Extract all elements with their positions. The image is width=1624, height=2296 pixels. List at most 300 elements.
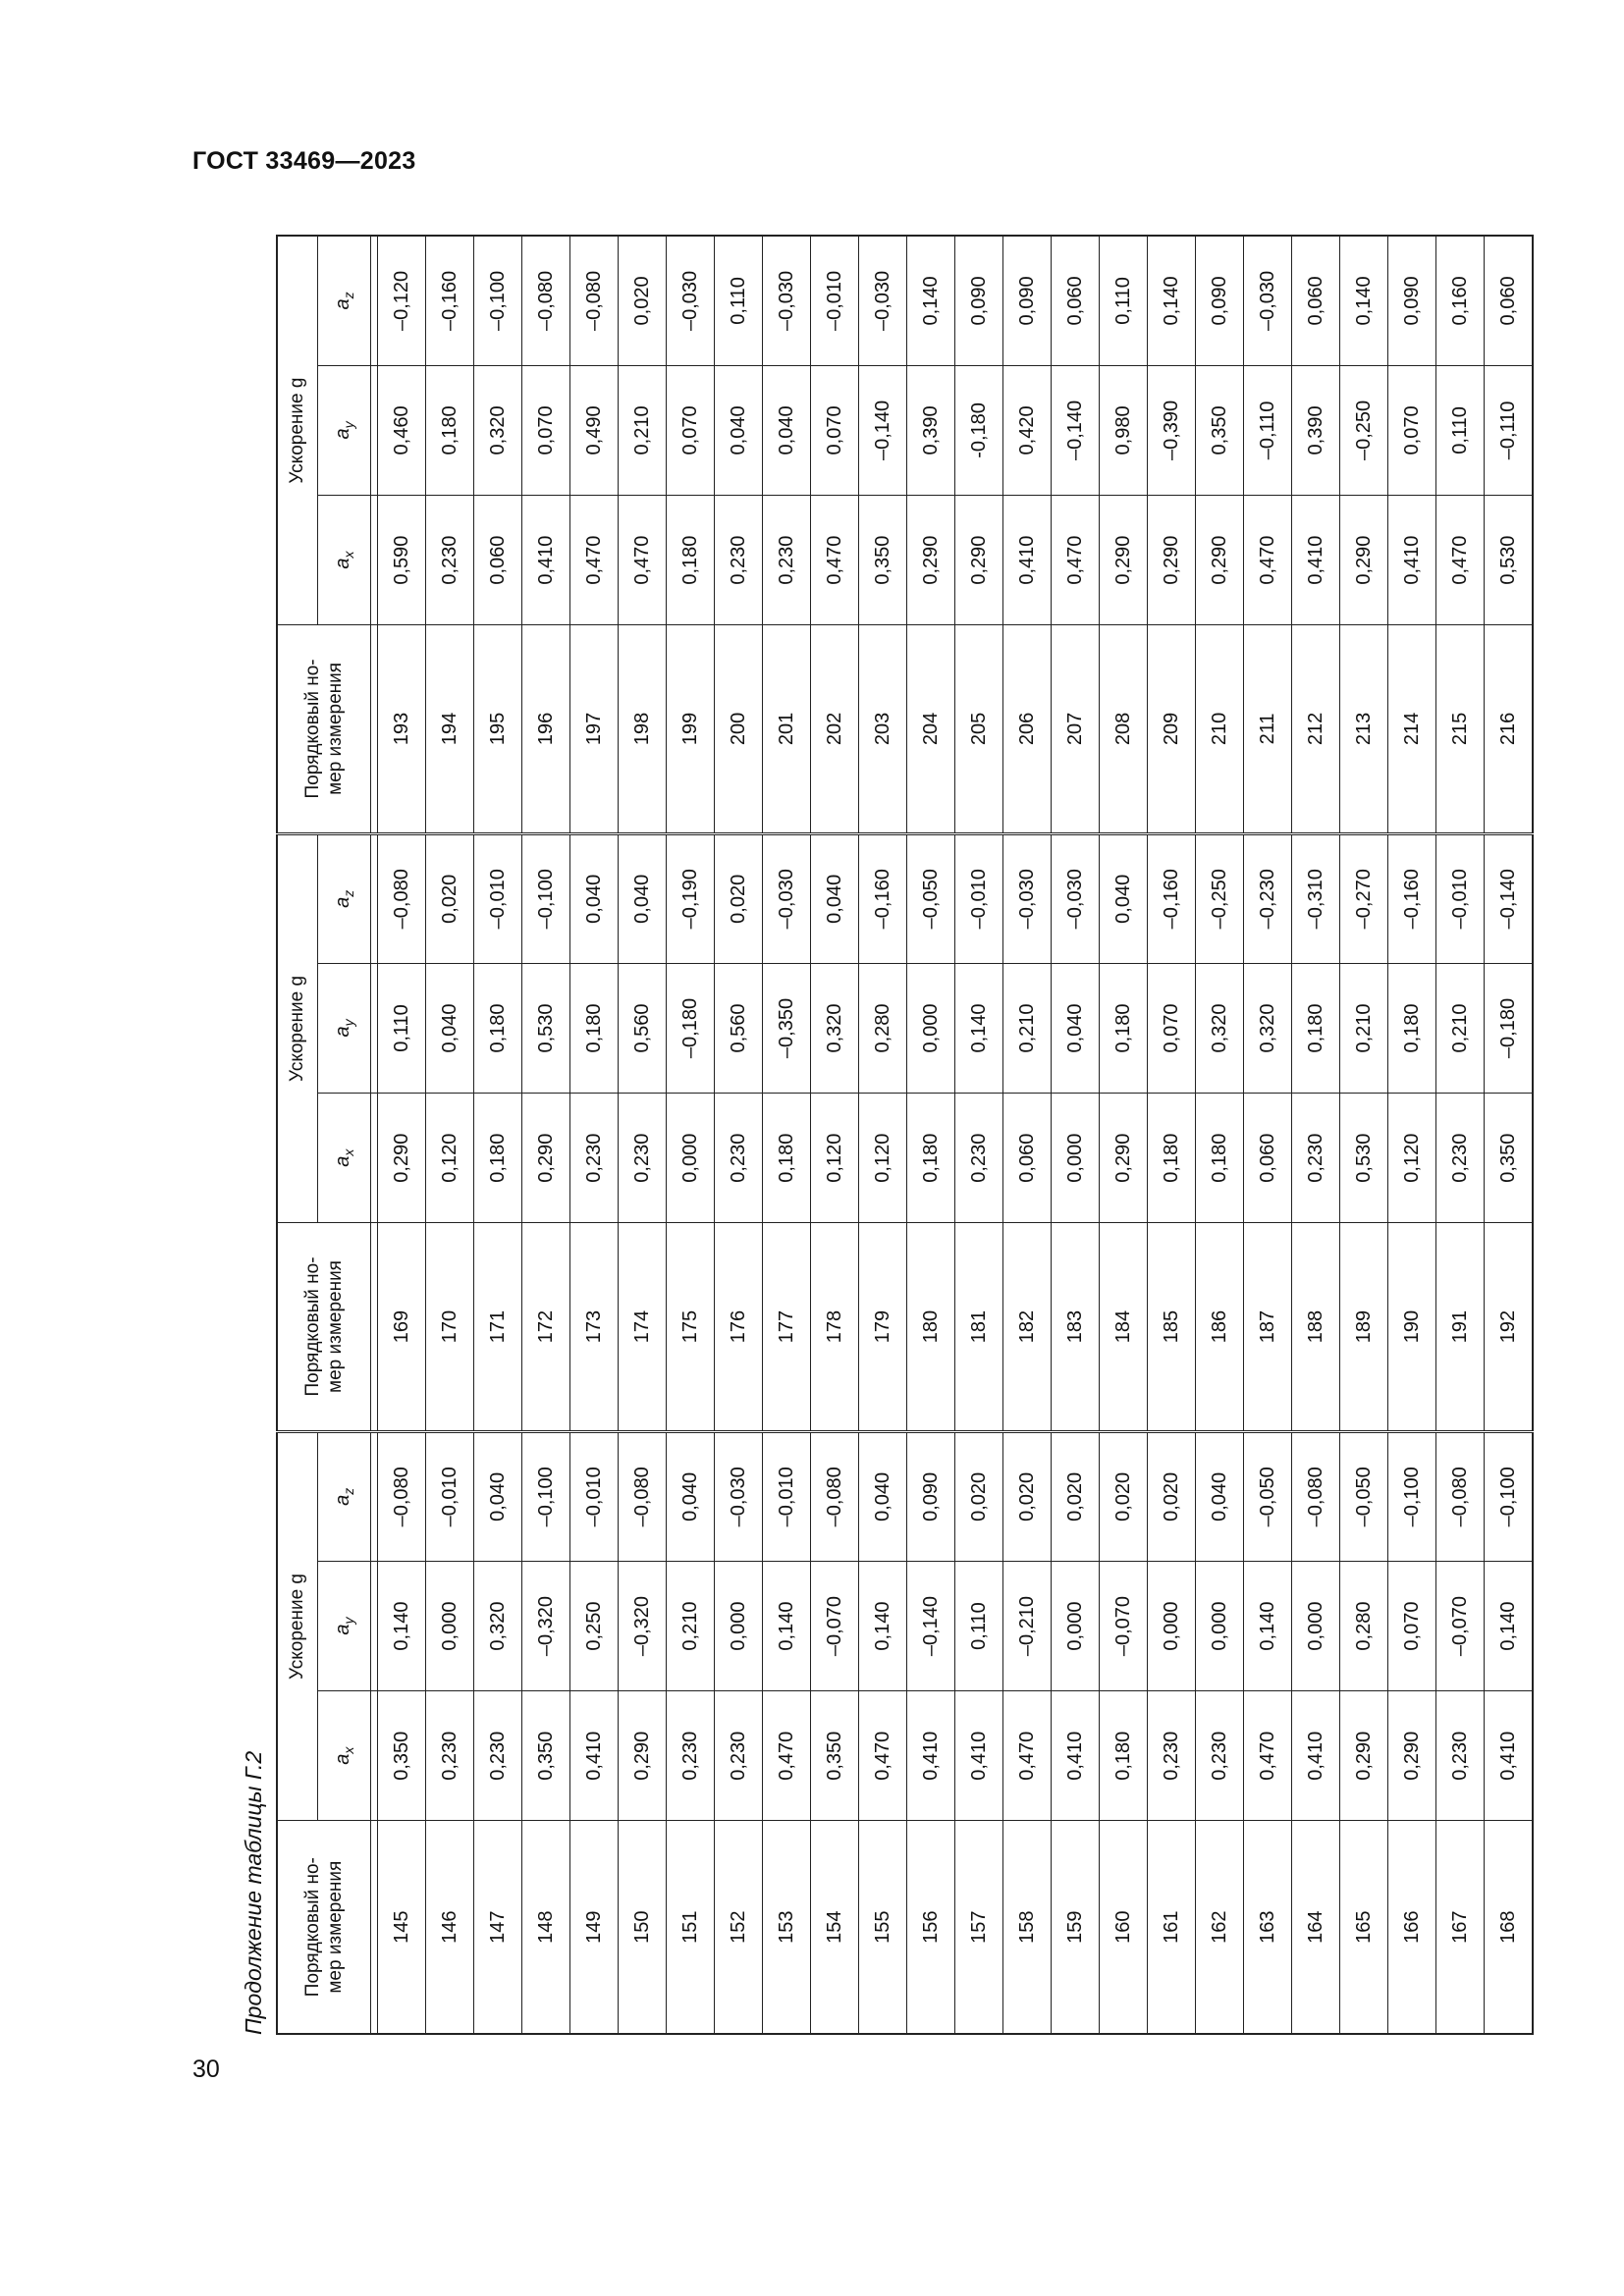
table-cell: 156 xyxy=(907,1821,955,2034)
table-cell: 160 xyxy=(1100,1821,1148,2034)
table-cell: 181 xyxy=(955,1223,1003,1431)
table-cell: 195 xyxy=(474,625,522,833)
table-cell: 190 xyxy=(1388,1223,1436,1431)
table-cell: 0,070 xyxy=(1388,1561,1436,1690)
table-cell: –0,010 xyxy=(426,1431,474,1561)
table-cell: –0,050 xyxy=(907,833,955,963)
sub-index-x: x xyxy=(341,1148,357,1156)
table-row xyxy=(811,236,859,2034)
table-cell: –0,190 xyxy=(667,833,715,963)
sub-index-x: x xyxy=(341,551,357,559)
rotated-table-block xyxy=(234,235,1519,2035)
column-header-number xyxy=(277,625,371,833)
table-cell: 0,000 xyxy=(1148,1561,1196,1690)
table-cell: 169 xyxy=(378,1223,426,1431)
table-cell: 0,250 xyxy=(570,1561,619,1690)
table-cell: 0,470 xyxy=(1436,496,1485,625)
table-cell: 0,040 xyxy=(426,963,474,1093)
table-cell: 0,320 xyxy=(474,365,522,495)
table-cell: 0,020 xyxy=(715,833,763,963)
table-cell: 0,140 xyxy=(907,236,955,365)
table-cell: 147 xyxy=(474,1821,522,2034)
measurement-table xyxy=(276,235,1534,2035)
table-cell: 0,290 xyxy=(1148,496,1196,625)
table-cell: 0,180 xyxy=(1100,963,1148,1093)
table-cell: -0,180 xyxy=(955,365,1003,495)
table-cell: 0,210 xyxy=(1340,963,1388,1093)
table-cell: –0,110 xyxy=(1244,365,1292,495)
table-cell: –0,160 xyxy=(1148,833,1196,963)
table-cell: 0,140 xyxy=(859,1561,907,1690)
table-cell: 167 xyxy=(1436,1821,1485,2034)
table-row xyxy=(619,236,667,2034)
table-cell: 0,210 xyxy=(1003,963,1052,1093)
table-cell: 183 xyxy=(1052,1223,1100,1431)
table-row xyxy=(1003,236,1052,2034)
table-cell: 211 xyxy=(1244,625,1292,833)
table-cell: –0,080 xyxy=(811,1431,859,1561)
table-cell: 180 xyxy=(907,1223,955,1431)
table-cell: 0,090 xyxy=(1388,236,1436,365)
table-cell: 179 xyxy=(859,1223,907,1431)
table-cell: 0,350 xyxy=(811,1691,859,1821)
table-cell: 0,140 xyxy=(1244,1561,1292,1690)
table-cell: 170 xyxy=(426,1223,474,1431)
table-cell: 196 xyxy=(522,625,570,833)
table-cell: 0,470 xyxy=(1052,496,1100,625)
table-cell: 0,000 xyxy=(1196,1561,1244,1690)
table-cell: –0,070 xyxy=(811,1561,859,1690)
table-row xyxy=(955,236,1003,2034)
table-cell: 0,290 xyxy=(1196,496,1244,625)
table-cell: 194 xyxy=(426,625,474,833)
table-cell: 164 xyxy=(1292,1821,1340,2034)
table-cell: 188 xyxy=(1292,1223,1340,1431)
table-cell: 0,320 xyxy=(474,1561,522,1690)
column-header-acceleration: Ускорение g xyxy=(277,236,318,625)
table-cell: 0,460 xyxy=(378,365,426,495)
table-cell: 0,350 xyxy=(1485,1094,1534,1223)
table-cell: 0,120 xyxy=(811,1094,859,1223)
table-cell: –0,080 xyxy=(619,1431,667,1561)
sub-index-x: x xyxy=(341,1746,357,1754)
table-cell: 213 xyxy=(1340,625,1388,833)
table-cell: 162 xyxy=(1196,1821,1244,2034)
table-row xyxy=(1196,236,1244,2034)
table-cell: 210 xyxy=(1196,625,1244,833)
table-cell: 187 xyxy=(1244,1223,1292,1431)
table-cell: 0,040 xyxy=(859,1431,907,1561)
table-cell: 0,530 xyxy=(1485,496,1534,625)
sub-a: a xyxy=(332,896,354,908)
table-cell: –0,350 xyxy=(763,963,811,1093)
table-cell: 0,230 xyxy=(619,1094,667,1223)
table-cell: 0,230 xyxy=(1436,1691,1485,1821)
subheader-az xyxy=(318,236,371,365)
table-cell: 0,020 xyxy=(619,236,667,365)
table-cell: 0,470 xyxy=(619,496,667,625)
sub-index-y: y xyxy=(341,1617,357,1625)
column-header-number xyxy=(277,1223,371,1431)
table-cell: –0,070 xyxy=(1100,1561,1148,1690)
table-cell: 176 xyxy=(715,1223,763,1431)
table-cell: 0,410 xyxy=(1388,496,1436,625)
table-cell: –0,230 xyxy=(1244,833,1292,963)
table-cell: 197 xyxy=(570,625,619,833)
table-cell: 0,120 xyxy=(1388,1094,1436,1223)
table-row xyxy=(1100,236,1148,2034)
header-separator xyxy=(371,236,378,2034)
table-cell: 184 xyxy=(1100,1223,1148,1431)
table-cell: 0,290 xyxy=(1340,496,1388,625)
table-cell: –0,180 xyxy=(667,963,715,1093)
table-cell: –0,030 xyxy=(763,236,811,365)
table-cell: 0,000 xyxy=(1052,1561,1100,1690)
table-cell: 148 xyxy=(522,1821,570,2034)
table-caption: Продолжение таблицы Г.2 xyxy=(241,1750,266,2035)
table-cell: 0,060 xyxy=(1244,1094,1292,1223)
table-cell: 0,110 xyxy=(715,236,763,365)
sub-index-z: z xyxy=(341,292,357,299)
table-cell: 0,060 xyxy=(1485,236,1534,365)
table-cell: 0,290 xyxy=(1340,1691,1388,1821)
table-cell: 0,590 xyxy=(378,496,426,625)
table-cell: 204 xyxy=(907,625,955,833)
subheader-ay xyxy=(318,365,371,495)
table-cell: –0,160 xyxy=(859,833,907,963)
table-cell: 189 xyxy=(1340,1223,1388,1431)
table-row xyxy=(859,236,907,2034)
table-cell: 0,470 xyxy=(1244,496,1292,625)
table-cell: 215 xyxy=(1436,625,1485,833)
table-cell: 0,420 xyxy=(1003,365,1052,495)
table-cell: 173 xyxy=(570,1223,619,1431)
table-cell: 0,230 xyxy=(667,1691,715,1821)
table-row xyxy=(1052,236,1100,2034)
subheader-ax xyxy=(318,1691,371,1821)
table-cell: –0,050 xyxy=(1340,1431,1388,1561)
table-cell: 0,320 xyxy=(1196,963,1244,1093)
table-cell: –0,100 xyxy=(474,236,522,365)
table-cell: 0,000 xyxy=(426,1561,474,1690)
table-cell: 0,040 xyxy=(1100,833,1148,963)
table-cell: 0,180 xyxy=(1148,1094,1196,1223)
table-cell: 0,530 xyxy=(1340,1094,1388,1223)
table-cell: 0,020 xyxy=(1148,1431,1196,1561)
table-cell: 0,230 xyxy=(763,496,811,625)
table-cell: 0,090 xyxy=(1196,236,1244,365)
table-cell: 165 xyxy=(1340,1821,1388,2034)
table-cell: 182 xyxy=(1003,1223,1052,1431)
table-cell: 0,090 xyxy=(907,1431,955,1561)
table-cell: –0,080 xyxy=(1292,1431,1340,1561)
table-cell: 0,320 xyxy=(811,963,859,1093)
header-number-text: Порядковый но- мер измерения xyxy=(302,1256,346,1397)
table-row xyxy=(715,236,763,2034)
table-cell: 0,230 xyxy=(474,1691,522,1821)
table-cell: 159 xyxy=(1052,1821,1100,2034)
table-cell: 175 xyxy=(667,1223,715,1431)
table-cell: 0,560 xyxy=(619,963,667,1093)
subheader-ax xyxy=(318,496,371,625)
table-cell: 0,490 xyxy=(570,365,619,495)
table-cell: 154 xyxy=(811,1821,859,2034)
table-cell: 201 xyxy=(763,625,811,833)
table-cell: 202 xyxy=(811,625,859,833)
table-cell: –0,120 xyxy=(378,236,426,365)
table-cell: 203 xyxy=(859,625,907,833)
table-cell: 0,470 xyxy=(763,1691,811,1821)
table-cell: 0,350 xyxy=(378,1691,426,1821)
table-cell: –0,080 xyxy=(378,833,426,963)
table-cell: 0,350 xyxy=(859,496,907,625)
table-cell: –0,010 xyxy=(1436,833,1485,963)
table-cell: 0,090 xyxy=(1003,236,1052,365)
table-cell: 198 xyxy=(619,625,667,833)
table-cell: 0,470 xyxy=(811,496,859,625)
table-cell: 0,110 xyxy=(955,1561,1003,1690)
table-cell: 0,230 xyxy=(426,496,474,625)
table-cell: 0,390 xyxy=(1292,365,1340,495)
header-number-text: Порядковый но- мер измерения xyxy=(302,1857,346,1998)
table-cell: 0,290 xyxy=(522,1094,570,1223)
subheader-ax xyxy=(318,1094,371,1223)
table-cell: –0,140 xyxy=(1052,365,1100,495)
table-cell: 0,230 xyxy=(426,1691,474,1821)
table-cell: 0,290 xyxy=(378,1094,426,1223)
table-cell: –0,050 xyxy=(1244,1431,1292,1561)
table-cell: 0,000 xyxy=(715,1561,763,1690)
table-cell: –0,100 xyxy=(1388,1431,1436,1561)
table-cell: 0,040 xyxy=(715,365,763,495)
document-standard-header: ГОСТ 33469—2023 xyxy=(192,147,416,175)
table-cell: 0,040 xyxy=(570,833,619,963)
table-body xyxy=(378,236,1534,2034)
table-cell: –0,070 xyxy=(1436,1561,1485,1690)
table-cell: 145 xyxy=(378,1821,426,2034)
table-row xyxy=(1485,236,1534,2034)
table-cell: –0,160 xyxy=(426,236,474,365)
table-row xyxy=(667,236,715,2034)
table-cell: 0,040 xyxy=(619,833,667,963)
sub-a: a xyxy=(332,1155,354,1167)
table-cell: 205 xyxy=(955,625,1003,833)
table-cell: 0,410 xyxy=(1485,1691,1534,1821)
table-cell: 0,210 xyxy=(667,1561,715,1690)
table-cell: –0,080 xyxy=(522,236,570,365)
table-row xyxy=(474,236,522,2034)
table-cell: 0,070 xyxy=(522,365,570,495)
sub-a: a xyxy=(332,428,354,440)
table-cell: 191 xyxy=(1436,1223,1485,1431)
table-cell: 0,070 xyxy=(667,365,715,495)
table-cell: –0,030 xyxy=(763,833,811,963)
table-row xyxy=(426,236,474,2034)
table-cell: 174 xyxy=(619,1223,667,1431)
table-cell: 0,070 xyxy=(1388,365,1436,495)
table-cell: 0,290 xyxy=(1388,1691,1436,1821)
table-row xyxy=(1340,236,1388,2034)
table-cell: –0,080 xyxy=(1436,1431,1485,1561)
table-cell: 0,230 xyxy=(955,1094,1003,1223)
table-cell: 0,180 xyxy=(907,1094,955,1223)
table-cell: 151 xyxy=(667,1821,715,2034)
table-cell: 0,280 xyxy=(1340,1561,1388,1690)
table-cell: 0,040 xyxy=(474,1431,522,1561)
table-row xyxy=(1244,236,1292,2034)
table-cell: 0,180 xyxy=(763,1094,811,1223)
table-cell: 0,980 xyxy=(1100,365,1148,495)
table-cell: 209 xyxy=(1148,625,1196,833)
table-row xyxy=(570,236,619,2034)
table-cell: 0,530 xyxy=(522,963,570,1093)
subheader-az xyxy=(318,833,371,963)
table-cell: 0,560 xyxy=(715,963,763,1093)
table-cell: –0,100 xyxy=(522,1431,570,1561)
table-cell: 212 xyxy=(1292,625,1340,833)
table-cell: 0,230 xyxy=(1196,1691,1244,1821)
table-cell: 0,350 xyxy=(1196,365,1244,495)
table-cell: 0,040 xyxy=(667,1431,715,1561)
table-cell: –0,030 xyxy=(1052,833,1100,963)
table-cell: 199 xyxy=(667,625,715,833)
table-cell: 166 xyxy=(1388,1821,1436,2034)
table-cell: 0,060 xyxy=(1052,236,1100,365)
table-cell: 157 xyxy=(955,1821,1003,2034)
table-cell: 200 xyxy=(715,625,763,833)
table-cell: 216 xyxy=(1485,625,1534,833)
table-cell: 0,140 xyxy=(763,1561,811,1690)
column-header-acceleration: Ускорение g xyxy=(277,833,318,1223)
table-cell: 0,410 xyxy=(1292,1691,1340,1821)
table-cell: –0,390 xyxy=(1148,365,1196,495)
table-cell: –0,210 xyxy=(1003,1561,1052,1690)
table-cell: 192 xyxy=(1485,1223,1534,1431)
sub-index-y: y xyxy=(341,1019,357,1027)
table-cell: 214 xyxy=(1388,625,1436,833)
table-cell: 0,410 xyxy=(1292,496,1340,625)
table-cell: –0,160 xyxy=(1388,833,1436,963)
table-cell: 0,230 xyxy=(715,1691,763,1821)
table-row xyxy=(378,236,426,2034)
table-cell: 0,320 xyxy=(1244,963,1292,1093)
header-number-text: Порядковый но- мер измерения xyxy=(302,659,346,799)
table-cell: 0,290 xyxy=(1100,1094,1148,1223)
table-cell: 152 xyxy=(715,1821,763,2034)
table-cell: 0,040 xyxy=(1052,963,1100,1093)
table-cell: 0,180 xyxy=(474,963,522,1093)
table-cell: 0,110 xyxy=(1436,365,1485,495)
table-cell: 0,020 xyxy=(1100,1431,1148,1561)
table-cell: 0,290 xyxy=(1100,496,1148,625)
table-cell: 0,290 xyxy=(619,1691,667,1821)
table-cell: –0,010 xyxy=(955,833,1003,963)
table-cell: 0,280 xyxy=(859,963,907,1093)
table-cell: 0,410 xyxy=(1052,1691,1100,1821)
column-header-acceleration: Ускорение g xyxy=(277,1431,318,1821)
table-cell: 0,040 xyxy=(763,365,811,495)
table-cell: 0,020 xyxy=(426,833,474,963)
table-cell: –0,010 xyxy=(570,1431,619,1561)
table-cell: –0,110 xyxy=(1485,365,1534,495)
table-row xyxy=(1388,236,1436,2034)
sub-index-z: z xyxy=(341,889,357,897)
table-cell: 0,180 xyxy=(1388,963,1436,1093)
subheader-az xyxy=(318,1431,371,1561)
table-cell: 0,090 xyxy=(955,236,1003,365)
table-cell: –0,010 xyxy=(474,833,522,963)
table-cell: 0,020 xyxy=(1052,1431,1100,1561)
table-cell: 0,180 xyxy=(570,963,619,1093)
table-cell: 0,230 xyxy=(1292,1094,1340,1223)
table-cell: 193 xyxy=(378,625,426,833)
table-cell: –0,250 xyxy=(1196,833,1244,963)
table-cell: 0,180 xyxy=(1196,1094,1244,1223)
table-cell: –0,080 xyxy=(570,236,619,365)
table-cell: 0,410 xyxy=(522,496,570,625)
table-cell: 177 xyxy=(763,1223,811,1431)
table-cell: 0,410 xyxy=(955,1691,1003,1821)
table-cell: 0,110 xyxy=(378,963,426,1093)
table-cell: 0,040 xyxy=(1196,1431,1244,1561)
table-cell: 185 xyxy=(1148,1223,1196,1431)
table-cell: 0,470 xyxy=(1244,1691,1292,1821)
table-cell: 206 xyxy=(1003,625,1052,833)
table-cell: 153 xyxy=(763,1821,811,2034)
table-cell: 0,060 xyxy=(474,496,522,625)
table-cell: –0,030 xyxy=(859,236,907,365)
table-cell: –0,140 xyxy=(859,365,907,495)
table-cell: 155 xyxy=(859,1821,907,2034)
table-cell: 0,140 xyxy=(378,1561,426,1690)
table-cell: 186 xyxy=(1196,1223,1244,1431)
table-cell: 146 xyxy=(426,1821,474,2034)
sub-a: a xyxy=(332,558,354,569)
sub-a: a xyxy=(332,298,354,310)
table-cell: 0,410 xyxy=(1003,496,1052,625)
table-cell: –0,250 xyxy=(1340,365,1388,495)
table-cell: 207 xyxy=(1052,625,1100,833)
table-cell: 0,120 xyxy=(426,1094,474,1223)
table-cell: 0,070 xyxy=(1148,963,1196,1093)
table-cell: 0,160 xyxy=(1436,236,1485,365)
table-cell: –0,310 xyxy=(1292,833,1340,963)
table-cell: 0,290 xyxy=(955,496,1003,625)
table-cell: –0,100 xyxy=(1485,1431,1534,1561)
table-cell: 0,020 xyxy=(1003,1431,1052,1561)
table-cell: 0,140 xyxy=(955,963,1003,1093)
table-cell: 0,210 xyxy=(619,365,667,495)
table-row xyxy=(1148,236,1196,2034)
table-cell: 0,410 xyxy=(570,1691,619,1821)
table-cell: 0,180 xyxy=(426,365,474,495)
table-cell: 161 xyxy=(1148,1821,1196,2034)
table-cell: 0,060 xyxy=(1292,236,1340,365)
table-cell: 0,140 xyxy=(1148,236,1196,365)
table-cell: –0,030 xyxy=(667,236,715,365)
table-cell: 0,470 xyxy=(1003,1691,1052,1821)
table-cell: –0,100 xyxy=(522,833,570,963)
table-cell: 0,350 xyxy=(522,1691,570,1821)
table-row xyxy=(1436,236,1485,2034)
table-cell: 0,230 xyxy=(570,1094,619,1223)
table-cell: 178 xyxy=(811,1223,859,1431)
table-cell: 163 xyxy=(1244,1821,1292,2034)
table-cell: 149 xyxy=(570,1821,619,2034)
table-row xyxy=(1292,236,1340,2034)
table-cell: 158 xyxy=(1003,1821,1052,2034)
table-cell: –0,010 xyxy=(763,1431,811,1561)
